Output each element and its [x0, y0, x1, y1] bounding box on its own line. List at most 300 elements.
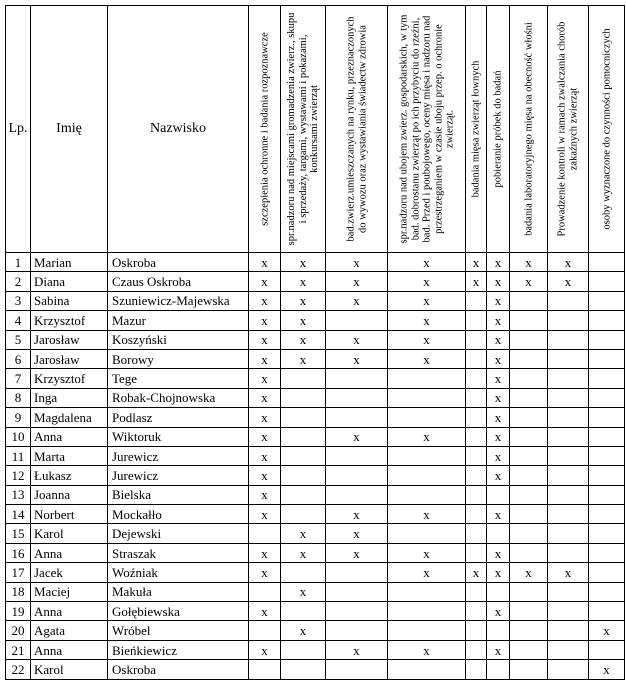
row-mark-col-8 — [548, 330, 589, 349]
row-surname: Szuniewicz-Majewska — [108, 291, 249, 310]
row-mark-col-7: x — [510, 272, 548, 291]
row-mark-col-2 — [281, 640, 326, 659]
row-mark-col-1: x — [249, 272, 281, 291]
row-mark-col-1: x — [249, 505, 281, 524]
row-mark-col-7 — [510, 640, 548, 659]
row-mark-col-1: x — [249, 388, 281, 407]
row-mark-col-4: x — [388, 427, 466, 446]
row-mark-col-8 — [548, 640, 589, 659]
header-col-3: bad.zwierz.umieszczanych na rynku, przeznaczonych do wywozu oraz wystawiania świadectw zdrowia — [326, 6, 388, 253]
header-surname: Nazwisko — [108, 6, 249, 253]
row-mark-col-2 — [281, 369, 326, 388]
row-mark-col-8 — [548, 408, 589, 427]
row-mark-col-4: x — [388, 349, 466, 368]
row-mark-col-6: x — [487, 349, 510, 368]
row-mark-col-8 — [548, 621, 589, 640]
row-mark-col-3 — [326, 446, 388, 465]
row-lp: 12 — [6, 466, 31, 485]
row-mark-col-2: x — [281, 272, 326, 291]
row-mark-col-4: x — [388, 272, 466, 291]
row-mark-col-8: x — [548, 253, 589, 272]
row-surname: Wróbel — [108, 621, 249, 640]
row-mark-col-9 — [589, 524, 625, 543]
row-name: Marta — [31, 446, 108, 465]
row-mark-col-1 — [249, 621, 281, 640]
row-mark-col-1 — [249, 524, 281, 543]
row-lp: 10 — [6, 427, 31, 446]
row-mark-col-8 — [548, 349, 589, 368]
table-row — [6, 427, 625, 446]
row-surname: Oskroba — [108, 660, 249, 679]
row-name: Joanna — [31, 485, 108, 504]
table-row — [6, 369, 625, 388]
row-mark-col-3: x — [326, 253, 388, 272]
row-mark-col-9 — [589, 291, 625, 310]
table-row — [6, 349, 625, 368]
row-lp: 14 — [6, 505, 31, 524]
row-mark-col-2 — [281, 466, 326, 485]
row-mark-col-3 — [326, 621, 388, 640]
row-mark-col-9 — [589, 349, 625, 368]
row-mark-col-7 — [510, 369, 548, 388]
row-lp: 9 — [6, 408, 31, 427]
row-mark-col-7 — [510, 330, 548, 349]
row-mark-col-1: x — [249, 602, 281, 621]
row-mark-col-2 — [281, 388, 326, 407]
row-surname: Woźniak — [108, 563, 249, 582]
row-mark-col-5 — [466, 291, 487, 310]
row-lp: 19 — [6, 602, 31, 621]
row-mark-col-9 — [589, 330, 625, 349]
row-mark-col-6: x — [487, 505, 510, 524]
row-mark-col-6 — [487, 524, 510, 543]
row-mark-col-6 — [487, 621, 510, 640]
row-mark-col-9 — [589, 253, 625, 272]
row-mark-col-9 — [589, 388, 625, 407]
row-mark-col-8 — [548, 602, 589, 621]
row-mark-col-7 — [510, 427, 548, 446]
row-mark-col-1: x — [249, 563, 281, 582]
row-mark-col-1: x — [249, 543, 281, 562]
row-mark-col-3: x — [326, 291, 388, 310]
row-mark-col-8 — [548, 485, 589, 504]
row-mark-col-8 — [548, 311, 589, 330]
row-mark-col-9 — [589, 640, 625, 659]
row-mark-col-7 — [510, 408, 548, 427]
row-mark-col-2 — [281, 563, 326, 582]
row-mark-col-1: x — [249, 640, 281, 659]
row-mark-col-9 — [589, 582, 625, 601]
row-lp: 21 — [6, 640, 31, 659]
row-mark-col-6 — [487, 485, 510, 504]
row-mark-col-9: x — [589, 621, 625, 640]
row-mark-col-4: x — [388, 291, 466, 310]
row-mark-col-3: x — [326, 330, 388, 349]
row-mark-col-5 — [466, 427, 487, 446]
row-mark-col-9 — [589, 446, 625, 465]
row-name: Inga — [31, 388, 108, 407]
row-mark-col-8 — [548, 388, 589, 407]
row-mark-col-4 — [388, 602, 466, 621]
row-surname: Mockałło — [108, 505, 249, 524]
row-mark-col-4: x — [388, 253, 466, 272]
header-name: Imię — [31, 6, 108, 253]
table-row — [6, 311, 625, 330]
row-mark-col-5 — [466, 485, 487, 504]
row-mark-col-6: x — [487, 272, 510, 291]
row-mark-col-4: x — [388, 563, 466, 582]
header-lp: Lp. — [6, 6, 31, 253]
row-mark-col-9 — [589, 369, 625, 388]
row-name: Anna — [31, 602, 108, 621]
row-mark-col-7 — [510, 524, 548, 543]
row-surname: Bielska — [108, 485, 249, 504]
row-mark-col-5 — [466, 349, 487, 368]
row-mark-col-4: x — [388, 330, 466, 349]
row-surname: Robak-Chojnowska — [108, 388, 249, 407]
row-mark-col-6: x — [487, 311, 510, 330]
row-mark-col-7 — [510, 582, 548, 601]
header-col-1: szczepienia ochronne i badania rozpoznawcze — [249, 6, 281, 253]
row-mark-col-8 — [548, 427, 589, 446]
row-mark-col-8 — [548, 369, 589, 388]
row-lp: 13 — [6, 485, 31, 504]
row-mark-col-4: x — [388, 640, 466, 659]
row-mark-col-3: x — [326, 524, 388, 543]
row-name: Karol — [31, 524, 108, 543]
row-mark-col-3 — [326, 485, 388, 504]
table-row — [6, 485, 625, 504]
row-mark-col-2: x — [281, 311, 326, 330]
row-mark-col-9 — [589, 466, 625, 485]
row-name: Jacek — [31, 563, 108, 582]
row-surname: Oskroba — [108, 253, 249, 272]
row-mark-col-7 — [510, 602, 548, 621]
row-mark-col-1: x — [249, 349, 281, 368]
row-mark-col-8 — [548, 582, 589, 601]
header-col-7: badania laboratoryjnego mięsa na obecność włośni — [510, 6, 548, 253]
row-name: Magdalena — [31, 408, 108, 427]
row-surname: Dejewski — [108, 524, 249, 543]
row-mark-col-8 — [548, 446, 589, 465]
row-mark-col-4 — [388, 621, 466, 640]
table-row — [6, 272, 625, 291]
row-mark-col-5 — [466, 388, 487, 407]
row-name: Sabina — [31, 291, 108, 310]
table-row — [6, 330, 625, 349]
row-mark-col-5 — [466, 408, 487, 427]
row-mark-col-7 — [510, 388, 548, 407]
row-mark-col-9 — [589, 543, 625, 562]
row-mark-col-5 — [466, 524, 487, 543]
row-mark-col-2: x — [281, 253, 326, 272]
row-lp: 11 — [6, 446, 31, 465]
table-row — [6, 291, 625, 310]
table-row — [6, 640, 625, 659]
row-surname: Koszyński — [108, 330, 249, 349]
row-mark-col-4 — [388, 388, 466, 407]
row-mark-col-8: x — [548, 563, 589, 582]
row-mark-col-8 — [548, 543, 589, 562]
row-mark-col-3 — [326, 466, 388, 485]
row-mark-col-7: x — [510, 253, 548, 272]
row-mark-col-1: x — [249, 253, 281, 272]
row-mark-col-7 — [510, 621, 548, 640]
row-mark-col-7 — [510, 485, 548, 504]
row-mark-col-1: x — [249, 291, 281, 310]
table-row — [6, 582, 625, 601]
row-lp: 8 — [6, 388, 31, 407]
table-row — [6, 505, 625, 524]
row-mark-col-7 — [510, 349, 548, 368]
row-name: Łukasz — [31, 466, 108, 485]
table-row — [6, 253, 625, 272]
table-row — [6, 660, 625, 679]
row-mark-col-6: x — [487, 369, 510, 388]
row-mark-col-3 — [326, 563, 388, 582]
header-col-8: Prowadzenie kontroli w ramach zwalczania chorób zakaźnych zwierząt — [548, 6, 589, 253]
row-mark-col-7 — [510, 311, 548, 330]
row-mark-col-5 — [466, 311, 487, 330]
row-mark-col-6: x — [487, 408, 510, 427]
row-mark-col-9 — [589, 311, 625, 330]
row-mark-col-5 — [466, 602, 487, 621]
table-row — [6, 408, 625, 427]
row-name: Agata — [31, 621, 108, 640]
row-mark-col-3: x — [326, 349, 388, 368]
row-name: Marian — [31, 253, 108, 272]
row-mark-col-5: x — [466, 253, 487, 272]
row-mark-col-4 — [388, 485, 466, 504]
row-mark-col-4 — [388, 446, 466, 465]
row-mark-col-8 — [548, 505, 589, 524]
row-mark-col-5: x — [466, 563, 487, 582]
row-mark-col-9 — [589, 427, 625, 446]
row-mark-col-3 — [326, 582, 388, 601]
row-lp: 15 — [6, 524, 31, 543]
table-row — [6, 621, 625, 640]
row-name: Anna — [31, 640, 108, 659]
row-name: Krzysztof — [31, 369, 108, 388]
row-mark-col-9 — [589, 505, 625, 524]
row-lp: 20 — [6, 621, 31, 640]
row-surname: Jurewicz — [108, 446, 249, 465]
row-surname: Borowy — [108, 349, 249, 368]
header-row — [6, 6, 625, 253]
row-mark-col-4: x — [388, 505, 466, 524]
row-surname: Mazur — [108, 311, 249, 330]
row-mark-col-4 — [388, 408, 466, 427]
row-mark-col-7 — [510, 446, 548, 465]
row-mark-col-9 — [589, 408, 625, 427]
table-row — [6, 524, 625, 543]
row-mark-col-3: x — [326, 505, 388, 524]
row-mark-col-4 — [388, 582, 466, 601]
row-mark-col-1: x — [249, 330, 281, 349]
row-mark-col-6: x — [487, 466, 510, 485]
table-row — [6, 602, 625, 621]
row-mark-col-1: x — [249, 466, 281, 485]
row-mark-col-9 — [589, 602, 625, 621]
row-mark-col-4: x — [388, 543, 466, 562]
row-mark-col-4: x — [388, 311, 466, 330]
row-mark-col-6: x — [487, 563, 510, 582]
row-mark-col-2: x — [281, 291, 326, 310]
row-name: Diana — [31, 272, 108, 291]
row-mark-col-3 — [326, 660, 388, 679]
row-mark-col-2 — [281, 408, 326, 427]
row-mark-col-6: x — [487, 602, 510, 621]
row-lp: 18 — [6, 582, 31, 601]
row-name: Jarosław — [31, 330, 108, 349]
row-lp: 17 — [6, 563, 31, 582]
row-mark-col-5 — [466, 369, 487, 388]
row-mark-col-2 — [281, 485, 326, 504]
row-mark-col-8 — [548, 524, 589, 543]
row-mark-col-5 — [466, 640, 487, 659]
row-mark-col-3 — [326, 602, 388, 621]
row-mark-col-2 — [281, 602, 326, 621]
row-mark-col-1: x — [249, 485, 281, 504]
row-mark-col-8: x — [548, 272, 589, 291]
header-col-2: spr.nadzoru nad miejscami gromadzenia zwierz., skupu i sprzedaży, targami, wystawami i pokazami, konkursami zwierząt — [281, 6, 326, 253]
row-mark-col-3: x — [326, 640, 388, 659]
row-lp: 5 — [6, 330, 31, 349]
row-mark-col-5 — [466, 446, 487, 465]
row-mark-col-9 — [589, 563, 625, 582]
row-mark-col-3 — [326, 369, 388, 388]
row-name: Karol — [31, 660, 108, 679]
row-mark-col-2 — [281, 660, 326, 679]
row-surname: Gołębiewska — [108, 602, 249, 621]
row-lp: 7 — [6, 369, 31, 388]
row-name: Norbert — [31, 505, 108, 524]
row-mark-col-9: x — [589, 660, 625, 679]
row-mark-col-9 — [589, 485, 625, 504]
row-mark-col-4 — [388, 524, 466, 543]
row-mark-col-5 — [466, 582, 487, 601]
row-mark-col-1: x — [249, 408, 281, 427]
row-mark-col-6: x — [487, 330, 510, 349]
row-mark-col-3: x — [326, 272, 388, 291]
header-col-4: spr.nadzoru nad ubojem zwierz. gospodarskich, w tym bad. dobrostanu zwierząt po ich przybyciu do rzeźni, bad. Przed i poubojowego, oceny mięsa i nadzoru nad przestrzeganiem w czasie uboju przep. o ochronie zwierząt. — [388, 6, 466, 253]
table-row — [6, 543, 625, 562]
row-mark-col-6: x — [487, 253, 510, 272]
row-mark-col-3 — [326, 388, 388, 407]
row-name: Maciej — [31, 582, 108, 601]
row-lp: 3 — [6, 291, 31, 310]
row-mark-col-1 — [249, 660, 281, 679]
row-surname: Czaus Oskroba — [108, 272, 249, 291]
row-mark-col-5 — [466, 660, 487, 679]
row-mark-col-1 — [249, 582, 281, 601]
row-mark-col-6: x — [487, 446, 510, 465]
row-mark-col-5 — [466, 466, 487, 485]
row-mark-col-5 — [466, 505, 487, 524]
row-mark-col-6: x — [487, 388, 510, 407]
row-mark-col-2: x — [281, 524, 326, 543]
row-name: Anna — [31, 543, 108, 562]
row-mark-col-2: x — [281, 330, 326, 349]
row-lp: 22 — [6, 660, 31, 679]
row-lp: 1 — [6, 253, 31, 272]
personnel-table — [5, 5, 625, 680]
row-mark-col-3 — [326, 408, 388, 427]
row-lp: 4 — [6, 311, 31, 330]
table-body — [6, 253, 625, 680]
row-mark-col-1: x — [249, 427, 281, 446]
row-mark-col-3: x — [326, 427, 388, 446]
table-row — [6, 563, 625, 582]
row-mark-col-5 — [466, 543, 487, 562]
row-mark-col-8 — [548, 291, 589, 310]
row-mark-col-8 — [548, 660, 589, 679]
row-mark-col-6 — [487, 582, 510, 601]
row-mark-col-6: x — [487, 427, 510, 446]
row-mark-col-7 — [510, 291, 548, 310]
row-surname: Jurewicz — [108, 466, 249, 485]
row-surname: Makuła — [108, 582, 249, 601]
header-col-9: osoby wyznaczone do czynności pomocniczych — [589, 6, 625, 253]
row-mark-col-2 — [281, 505, 326, 524]
row-mark-col-2 — [281, 446, 326, 465]
row-mark-col-9 — [589, 272, 625, 291]
row-mark-col-5 — [466, 621, 487, 640]
row-mark-col-2 — [281, 427, 326, 446]
row-mark-col-7: x — [510, 563, 548, 582]
row-lp: 16 — [6, 543, 31, 562]
row-surname: Podlasz — [108, 408, 249, 427]
row-mark-col-5: x — [466, 272, 487, 291]
header-col-5: badania mięsa zwierząt łownych — [466, 6, 487, 253]
table-row — [6, 446, 625, 465]
row-mark-col-2: x — [281, 621, 326, 640]
row-surname: Straszak — [108, 543, 249, 562]
row-lp: 6 — [6, 349, 31, 368]
row-mark-col-8 — [548, 466, 589, 485]
row-surname: Tege — [108, 369, 249, 388]
row-mark-col-4 — [388, 660, 466, 679]
row-mark-col-2: x — [281, 349, 326, 368]
row-mark-col-1: x — [249, 311, 281, 330]
row-mark-col-7 — [510, 660, 548, 679]
row-mark-col-6 — [487, 660, 510, 679]
row-mark-col-6: x — [487, 543, 510, 562]
row-mark-col-4 — [388, 369, 466, 388]
row-surname: Wiktoruk — [108, 427, 249, 446]
row-mark-col-4 — [388, 466, 466, 485]
row-mark-col-5 — [466, 330, 487, 349]
row-name: Anna — [31, 427, 108, 446]
table-row — [6, 388, 625, 407]
row-name: Jarosław — [31, 349, 108, 368]
row-mark-col-7 — [510, 505, 548, 524]
header-col-6: pobieranie próbek do badań — [487, 6, 510, 253]
row-mark-col-7 — [510, 466, 548, 485]
row-mark-col-6: x — [487, 640, 510, 659]
table-row — [6, 466, 625, 485]
row-mark-col-1: x — [249, 369, 281, 388]
row-mark-col-6: x — [487, 291, 510, 310]
row-mark-col-3 — [326, 311, 388, 330]
row-mark-col-2: x — [281, 543, 326, 562]
row-name: Krzysztof — [31, 311, 108, 330]
row-lp: 2 — [6, 272, 31, 291]
row-mark-col-3: x — [326, 543, 388, 562]
row-surname: Bieńkiewicz — [108, 640, 249, 659]
row-mark-col-2: x — [281, 582, 326, 601]
row-mark-col-7 — [510, 543, 548, 562]
